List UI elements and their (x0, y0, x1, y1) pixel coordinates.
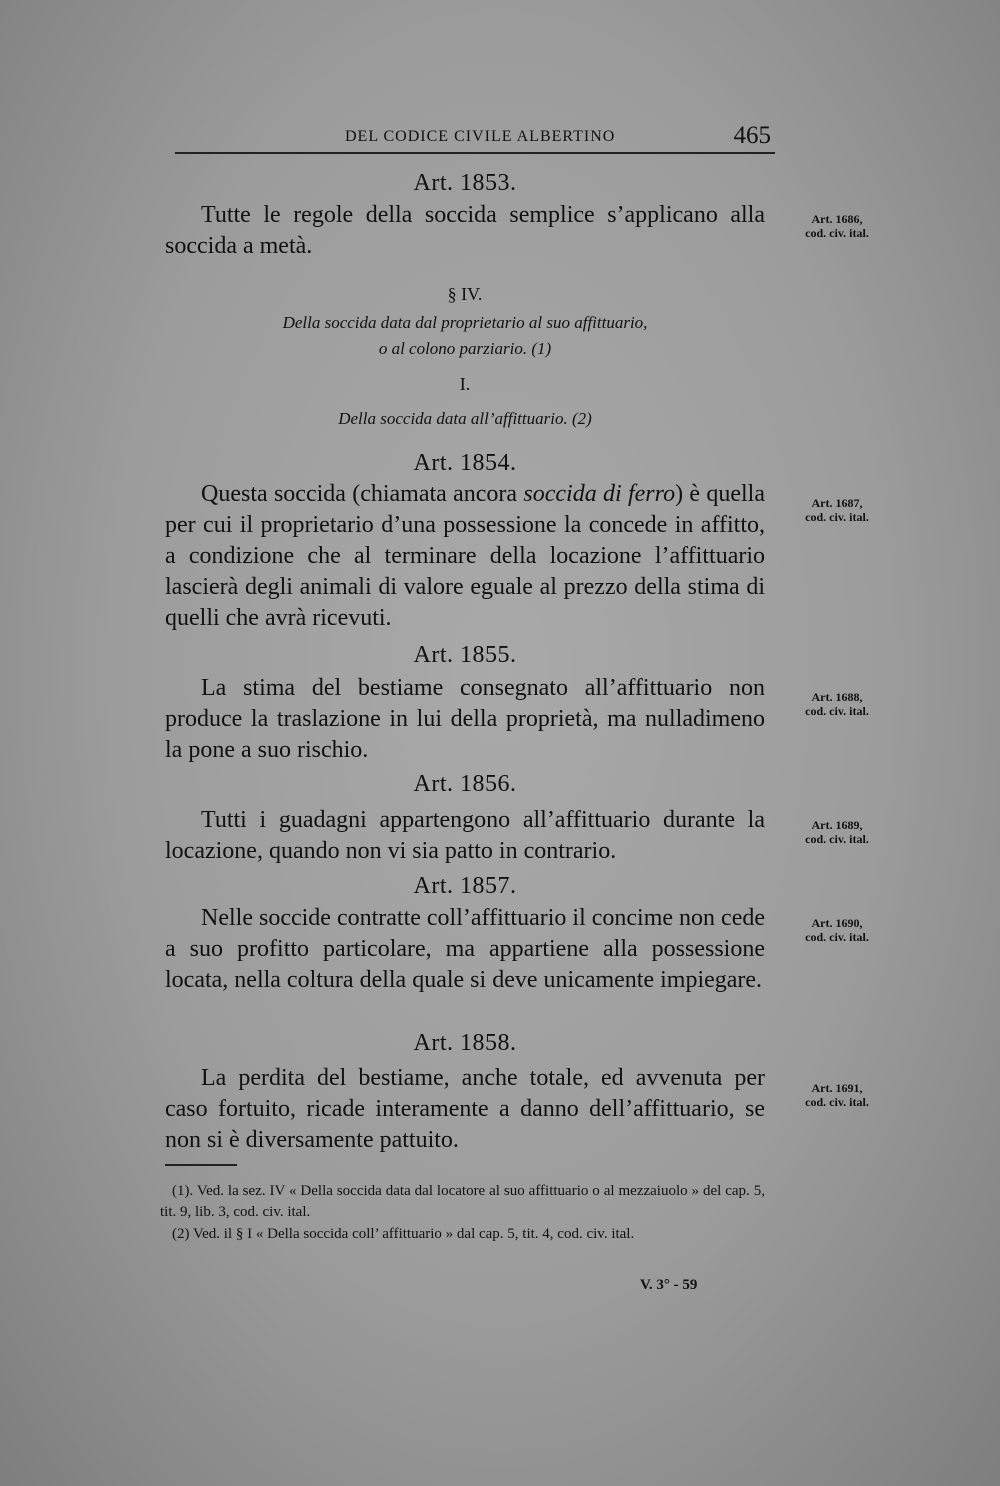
article-1855-text: La stima del bestiame consegnato all’affittuario non produce la traslazione in lui della proprietà, ma nulladimeno la pone a suo rischio. (165, 675, 765, 763)
footnote-2: (2) Ved. il § I « Della soccida coll’ affittuario » dal cap. 5, tit. 4, cod. civ. ital. (172, 1226, 635, 1242)
reference-line: Art. 1688, (811, 690, 863, 704)
article-1853-title: Art. 1853. (413, 170, 517, 196)
article-1856-title: Art. 1856. (413, 771, 517, 797)
running-title: DEL CODICE CIVILE ALBERTINO (345, 128, 616, 145)
page-number: 465 (733, 122, 771, 149)
reference-line: Art. 1687, (811, 496, 863, 510)
reference-line: cod. civ. ital. (805, 704, 869, 718)
section-iv-subtitle-line2: o al colono parziario. (1) (378, 339, 552, 358)
article-1855-reference (782, 690, 892, 718)
article-1858-title: Art. 1858. (413, 1030, 517, 1056)
reference-line: Art. 1689, (811, 818, 863, 832)
article-1855-title: Art. 1855. (413, 642, 517, 668)
section-iv-heading: § IV. (447, 284, 483, 304)
article-1857-reference (782, 916, 892, 944)
article-1854-reference (782, 496, 892, 524)
article-1856-reference (782, 818, 892, 846)
page-header (175, 118, 775, 154)
reference-line: cod. civ. ital. (805, 832, 869, 846)
reference-line: cod. civ. ital. (805, 930, 869, 944)
article-1854-text-after: ) è quella per cui il proprietario d’una possessione la concede in affitto, a condizione che al terminare della locazione l’affittuario lascierà degli animali di valore eguale al prezzo della stima di quelli che avrà ricevuti. (165, 481, 765, 631)
subsection-i-subtitle: Della soccida data all’affittuario. (2) (338, 409, 592, 428)
article-1856-text: Tutti i guadagni appartengono all’affittuario durante la locazione, quando non vi sia patto in contrario. (165, 807, 765, 864)
reference-line: Art. 1686, (811, 212, 863, 226)
footnote-1: (1). Ved. la sez. IV « Della soccida data dal locatore al suo affittuario o al mezzaiuolo » del cap. 5, tit. 9, lib. 3, cod. civ. ital. (160, 1183, 765, 1220)
article-1858-text: La perdita del bestiame, anche totale, ed avvenuta per caso fortuito, ricade interamente a danno dell’affittuario, se non si è diversamente pattuito. (165, 1065, 765, 1153)
article-1853-text: Tutte le regole della soccida semplice s’applicano alla soccida a metà. (165, 202, 765, 259)
article-1854-text-before: Questa soccida (chiamata ancora (201, 481, 524, 507)
article-1854-title: Art. 1854. (413, 450, 517, 476)
article-1858-reference (782, 1081, 892, 1109)
section-iv-subtitle-line1: Della soccida data dal proprietario al suo affittuario, (282, 313, 648, 332)
article-1854-text (165, 479, 765, 634)
signature-mark: V. 3° - 59 (640, 1277, 698, 1293)
reference-line: cod. civ. ital. (805, 1095, 869, 1109)
article-1857-text: Nelle soccide contratte coll’affittuario il concime non cede a suo profitto particolare, ma appartiene alla possessione locata, nella coltura della quale si deve unicamente impiegare. (165, 905, 765, 993)
article-1853-reference (782, 212, 892, 240)
article-1857-title: Art. 1857. (413, 873, 517, 899)
reference-line: cod. civ. ital. (805, 510, 869, 524)
reference-line: Art. 1691, (811, 1081, 863, 1095)
reference-line: cod. civ. ital. (805, 226, 869, 240)
article-1854-text-italic: soccida di ferro (523, 481, 676, 507)
reference-line: Art. 1690, (811, 916, 863, 930)
footnote-divider (165, 1164, 237, 1166)
subsection-i-heading: I. (459, 374, 471, 394)
